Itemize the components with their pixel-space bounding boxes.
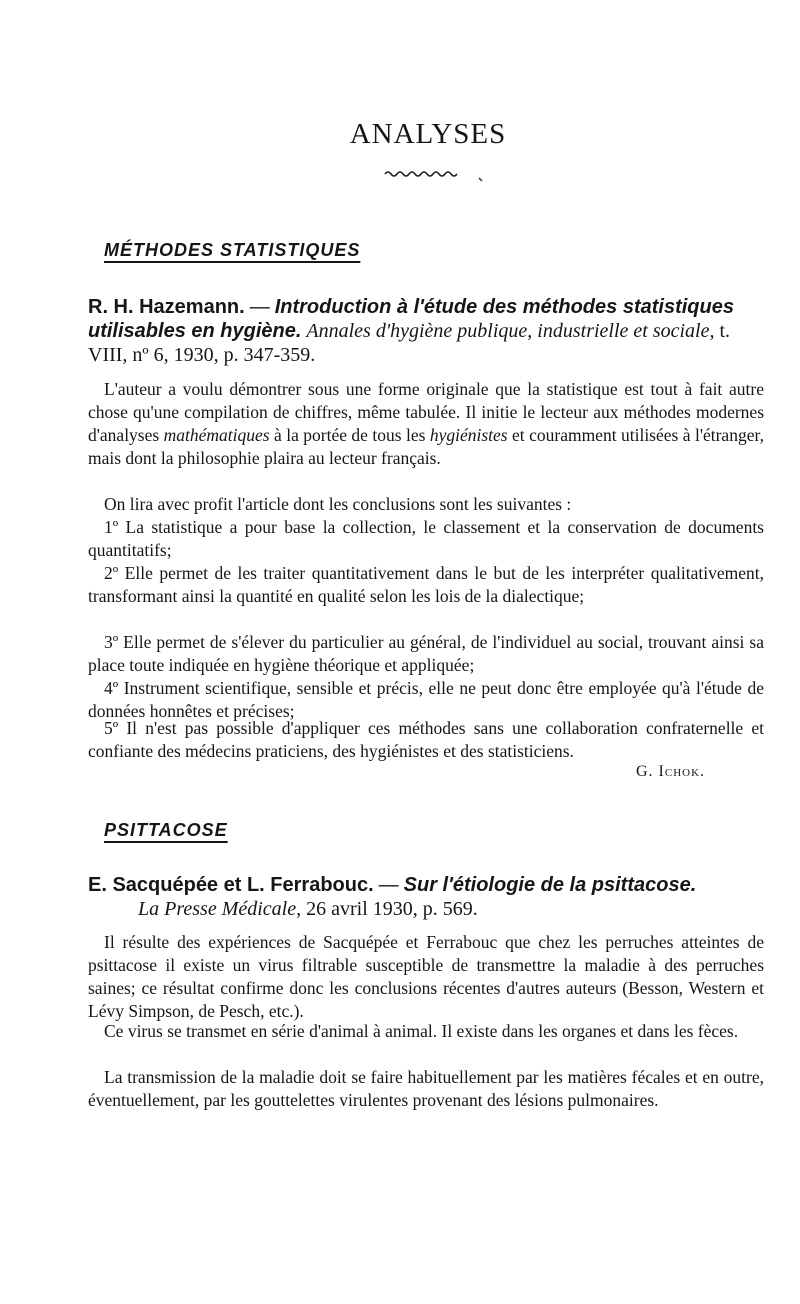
entry-citation: t. VIII, nº 6, 1930, p. 347-359. [88,320,731,366]
entry-separator: — [249,296,270,318]
entry-source: Annales d'hygiène publique, industrielle et sociale, [306,320,715,342]
paragraph: 2º Elle permet de les traiter quantitativement dans le but de les interpréter qualitativement, transformant ainsi la quantité en qualité selon les lois de la dialectique; [88,563,764,606]
entry-title: Sur l'étiologie de la psittacose. [403,874,697,896]
paragraph: 4º Instrument scientifique, sensible et précis, elle ne peut donc être employée qu'à l'étude de données honnêtes et précises; [88,678,764,721]
entry-citation: 26 avril 1930, p. 569. [306,898,478,920]
entry-separator: — [378,874,399,896]
entry-author: R. H. Hazemann. [88,296,245,318]
paragraph: La transmission de la maladie doit se faire habituellement par les matières fécales et en outre, éventuellement, par les gouttelettes virulentes provenant des lésions pulmonaires. [88,1067,764,1110]
ornament-icon [383,168,483,182]
paragraph: 5º Il n'est pas possible d'appliquer ces méthodes sans une collaboration confraternelle et confiante des médecins praticiens, des hygiénistes et des statisticiens. [88,718,764,761]
entry-title: Introduction à l'étude des méthodes statistiques utilisables en hygiène. [88,296,734,342]
section-heading-methodes-statistiques: MÉTHODES STATISTIQUES [104,240,361,260]
entry-header-hazemann [88,295,768,367]
page-title: ANALYSES [349,118,507,150]
entry-header-sacquepee [88,873,768,921]
entry-source: La Presse Médicale, [138,898,302,920]
entry-author: E. Sacquépée et L. Ferrabouc. [88,874,374,896]
section-heading-psittacose: PSITTACOSE [104,820,228,840]
paragraph: 3º Elle permet de s'élever du particulier au général, de l'individuel au social, trouvant ainsi sa place toute indiquée en hygiène théorique et appliquée; [88,632,764,675]
paragraph: L'auteur a voulu démontrer sous une forme originale que la statistique est tout à fait autre chose qu'une compilation de chiffres, même tabulée. Il initie le lecteur aux méthodes modernes d'analyses mathématiques à la portée de tous les hygiénistes et couramment utilisées à l'étranger, mais dont la philosophie plaira au lecteur français. [88,379,764,468]
paragraph: Il résulte des expériences de Sacquépée et Ferrabouc que chez les perruches atteintes de psittacose il existe un virus filtrable susceptible de transmettre la maladie à des perruches saines; ce résultat confirme donc les conclusions récentes d'autres auteurs (Besson, Western et Lévy Simpson, de Pesch, etc.). [88,932,764,1021]
paragraph: 1º La statistique a pour base la collection, le classement et la conservation de documents quantitatifs; [88,517,764,560]
signature: G. Ichok. [636,763,706,780]
paragraph: On lira avec profit l'article dont les conclusions sont les suivantes : [104,494,572,514]
paragraph: Ce virus se transmet en série d'animal à animal. Il existe dans les organes et dans les fèces. [104,1021,739,1041]
